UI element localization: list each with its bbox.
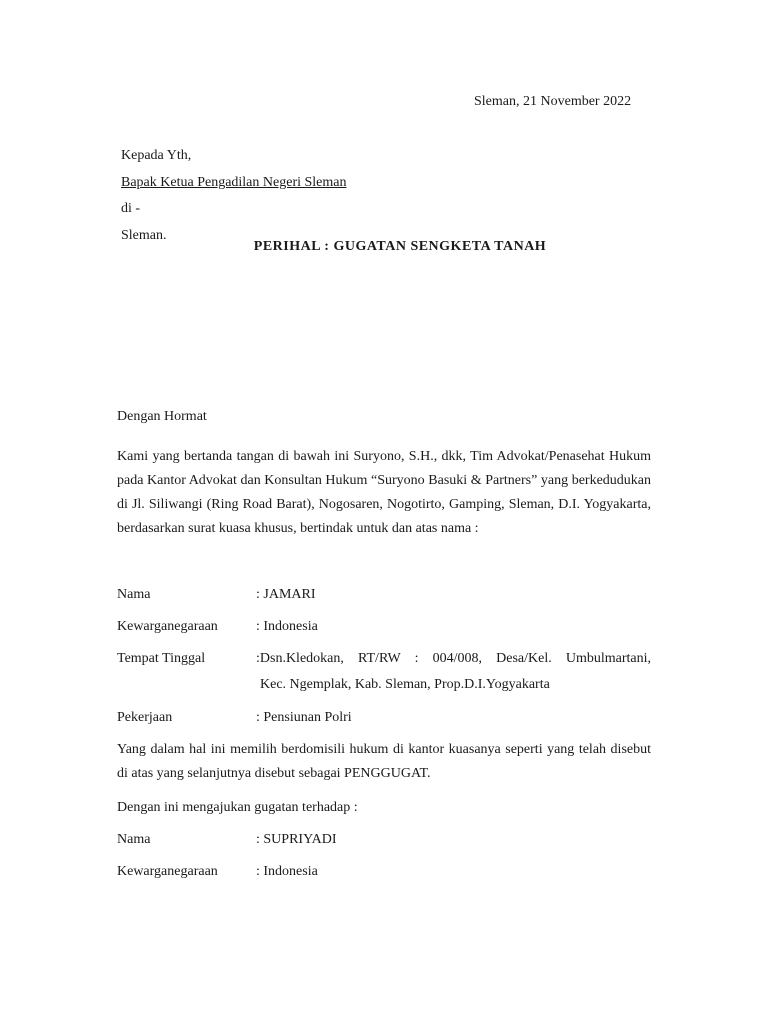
field-label: Nama [117, 587, 151, 602]
residence-line-2: Kec. Ngemplak, Kab. Sleman, Prop.D.I.Yogyakarta [260, 677, 550, 692]
recipient-line-3: di - [121, 201, 141, 216]
letter-date: Sleman, 21 November 2022 [474, 94, 632, 109]
recipient-line-2 [121, 170, 346, 197]
defendant-name-row [117, 827, 651, 853]
field-label: Nama [117, 832, 151, 847]
field-value: : Indonesia [256, 864, 318, 879]
recipient-line-4: Sleman. [121, 228, 167, 243]
field-label: Pekerjaan [117, 710, 173, 725]
plaintiff-occupation-row [117, 705, 651, 731]
recipient-office: Bapak Ketua Pengadilan Negeri Sleman [121, 175, 347, 190]
field-label: Kewarganegaraan [117, 864, 218, 879]
field-label: Tempat Tinggal [117, 651, 206, 666]
plaintiff-citizenship-row [117, 614, 651, 640]
field-label: Kewarganegaraan [117, 619, 218, 634]
against-line: Dengan ini mengajukan gugatan terhadap : [117, 800, 358, 815]
field-value [256, 646, 651, 698]
plaintiff-name-row [117, 582, 651, 608]
field-value: : Indonesia [256, 619, 318, 634]
field-value: : JAMARI [256, 587, 316, 602]
residence-line-1: :Dsn.Kledokan, RT/RW : 004/008, Desa/Kel. Umbulmartani, [256, 651, 651, 666]
intro-paragraph: Kami yang bertanda tangan di bawah ini Suryono, S.H., dkk, Tim Advokat/Penasehat Hukum pada Kantor Advokat dan Konsultan Hukum “Suryono Basuki & Partners” yang berkedudukan di Jl. Siliwangi (Ring Road Barat), Nogosaren, Nogotirto, Gamping, Sleman, D.I. Yogyakarta, berdasarkan surat kuasa khusus, bertindak untuk dan atas nama : [117, 449, 651, 536]
defendant-citizenship-row [117, 859, 651, 885]
field-value: : Pensiunan Polri [256, 710, 352, 725]
recipient-line-1: Kepada Yth, [121, 148, 192, 163]
subject-heading: PERIHAL : GUGATAN SENGKETA TANAH [253, 239, 547, 254]
salutation: Dengan Hormat [117, 409, 207, 424]
domicile-paragraph: Yang dalam hal ini memilih berdomisili hukum di kantor kuasanya seperti yang telah disebut di atas yang selanjutnya disebut sebagai PENGGUGAT. [117, 742, 651, 781]
field-value: : SUPRIYADI [256, 832, 337, 847]
plaintiff-residence-row [117, 646, 651, 698]
